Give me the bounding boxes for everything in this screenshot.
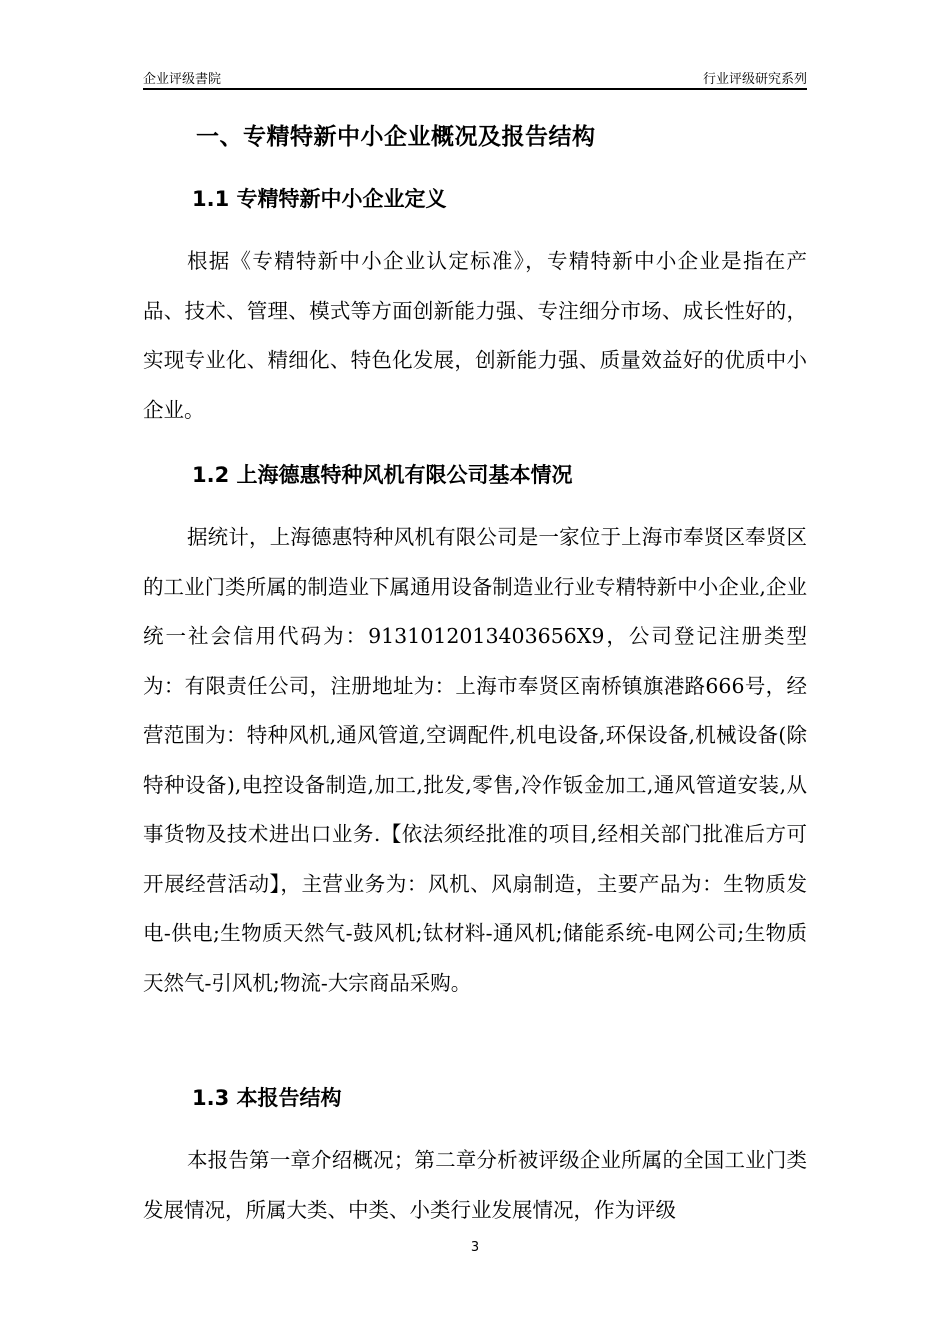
section-paragraph-1-3: 本报告第一章介绍概况；第二章分析被评级企业所属的全国工业门类发展情况，所属大类、中类、小类行业发展情况，作为评级	[143, 1148, 807, 1222]
header-left-title: 企业评级書院	[143, 72, 222, 87]
section-paragraph-1-2: 据统计，上海德惠特种风机有限公司是一家位于上海市奉贤区奉贤区的工业门类所属的制造业下属通用设备制造业行业专精特新中小企业,企业统一社会信用代码为：9131012013403656X9，公司登记注册类型为：有限责任公司，注册地址为：上海市奉贤区南桥镇旗港路666号，经营范围为：特种风机,通风管道,空调配件,机电设备,环保设备,机械设备(除特种设备),电控设备制造,加工,批发,零售,冷作钣金加工,通风管道安装,从事货物及技术进出口业务.【依法须经批准的项目,经相关部门批准后方可开展经营活动】，主营业务为：风机、风扇制造，主要产品为：生物质发电-供电;生物质天然气-鼓风机;钛材料-通风机;储能系统-电网公司;生物质天然气-引风机;物流-大宗商品采购。	[143, 525, 807, 995]
chapter-title: 一、专精特新中小企业概况及报告结构	[196, 124, 596, 150]
section-paragraph-1-1: 根据《专精特新中小企业认定标准》，专精特新中小企业是指在产品、技术、管理、模式等方面创新能力强、专注细分市场、成长性好的，实现专业化、精细化、特色化发展，创新能力强、质量效益好的优质中小企业。	[143, 249, 807, 422]
page-number: 3	[470, 1240, 480, 1255]
section-heading-1-3: 1.3 本报告结构	[192, 1086, 342, 1110]
header-right-title: 行业评级研究系列	[702, 72, 807, 87]
page-header	[143, 66, 807, 90]
section-heading-1-2: 1.2 上海德惠特种风机有限公司基本情况	[192, 463, 573, 487]
section-heading-1-1: 1.1 专精特新中小企业定义	[192, 187, 447, 211]
